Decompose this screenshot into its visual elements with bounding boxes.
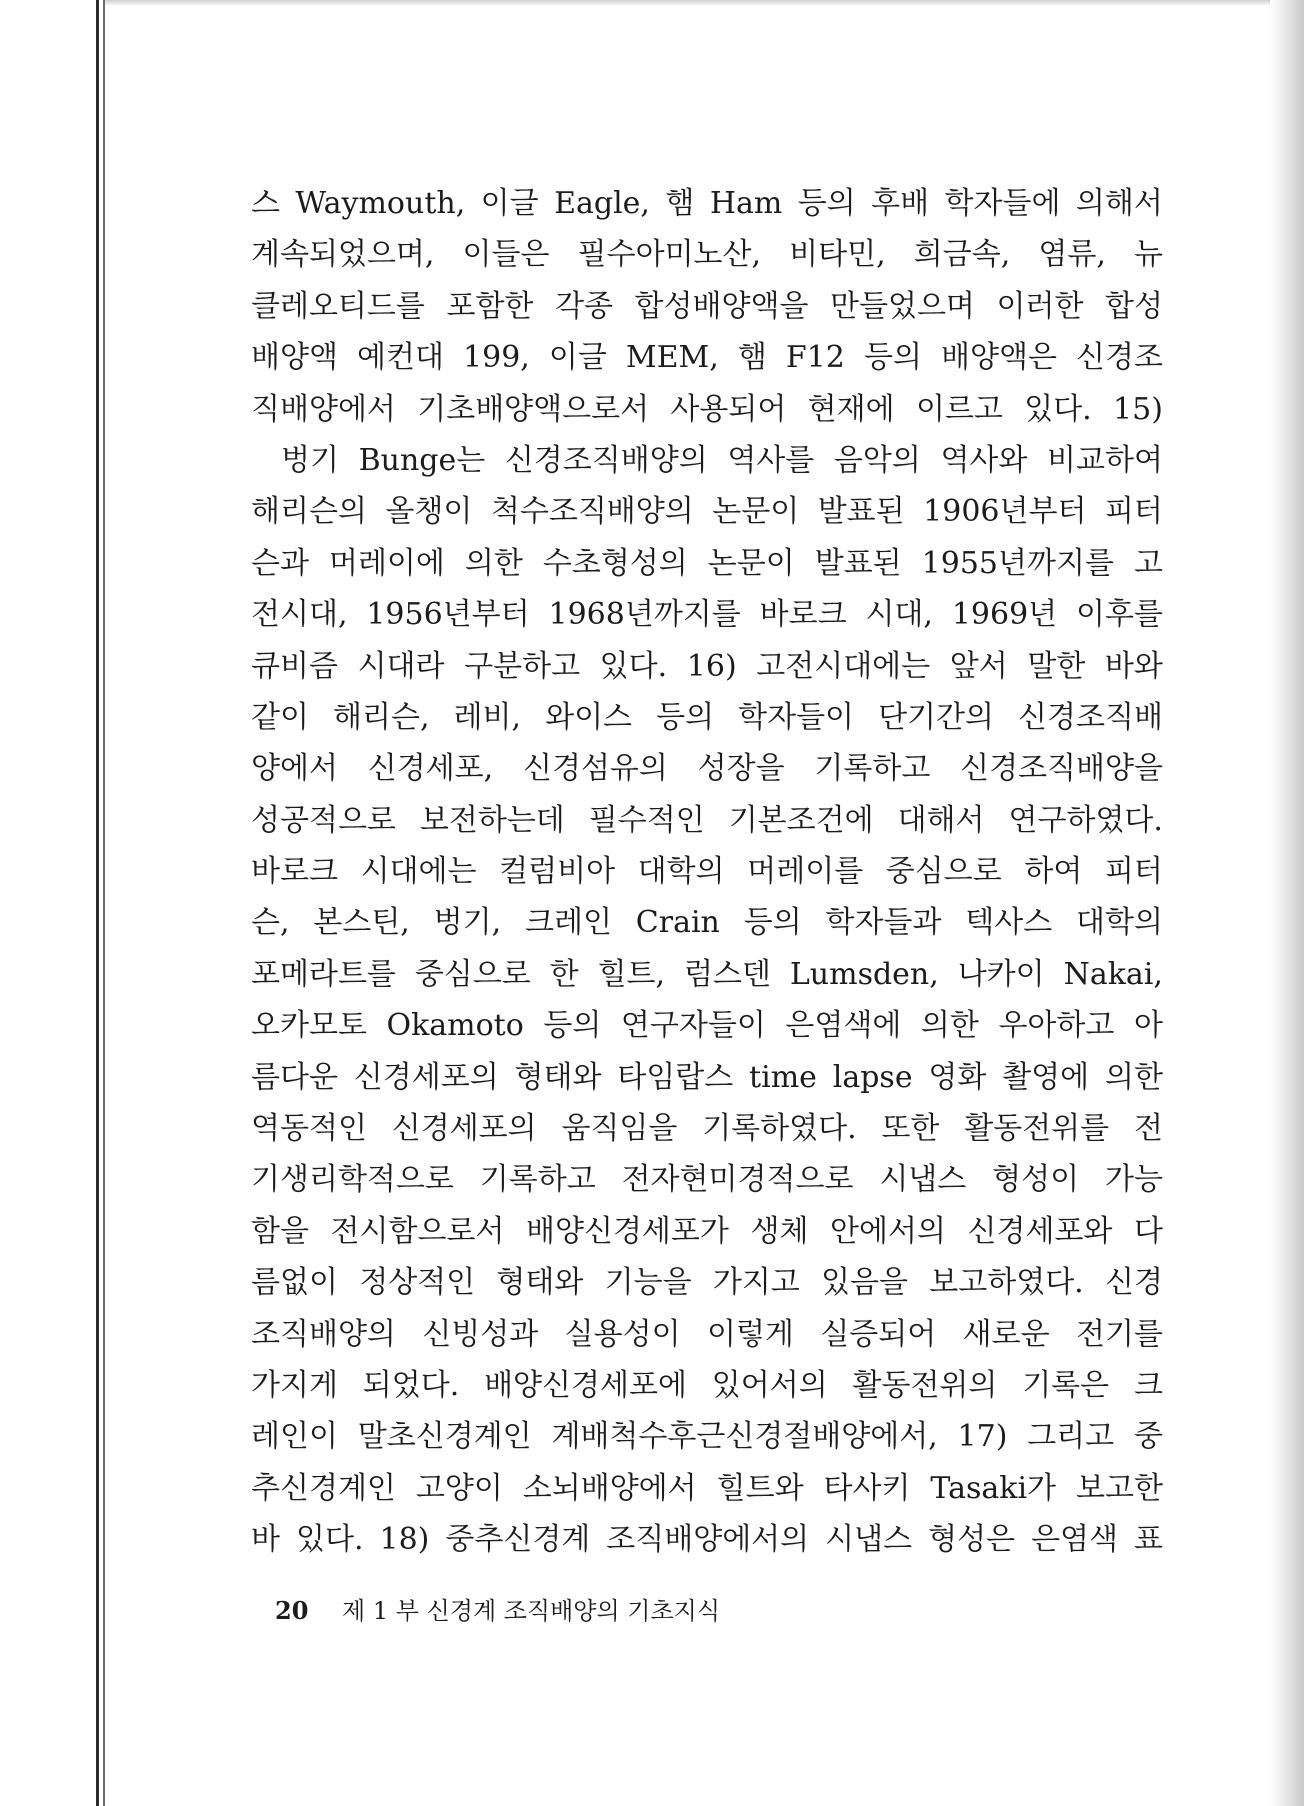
text-word: 15) (1113, 391, 1163, 427)
text-word: 보고하였다. (929, 1265, 1084, 1301)
text-word: 오카모토 (251, 1008, 367, 1044)
text-word: 전시함으로서 (330, 1213, 505, 1249)
text-word: 해리슨, (333, 699, 430, 735)
text-line (251, 1154, 1163, 1205)
text-word: 힐트, (597, 956, 666, 992)
text-word: 등의 (863, 340, 922, 376)
text-word: 전시대, (251, 597, 348, 633)
text-word: 해리슨의 (251, 494, 367, 530)
text-word: F12 (785, 340, 845, 376)
text-word: time (749, 1059, 817, 1095)
text-word: 의한 (920, 1008, 979, 1044)
text-word: 시대에는 (360, 854, 477, 890)
page-top-edge (105, 0, 1270, 6)
text-word: 움직임을 (561, 1111, 678, 1147)
text-word: 계속되었으며, (251, 237, 435, 273)
running-title: 제 1 부 신경계 조직배양의 기초지식 (342, 1597, 721, 1625)
text-word: 머레이에 (328, 545, 445, 581)
text-word: 햄 (665, 186, 695, 221)
text-word: 등의 (543, 1008, 602, 1044)
text-word: 학자들이 (738, 699, 855, 735)
text-word: 신경조 (1075, 340, 1163, 376)
text-line (251, 846, 1163, 897)
text-word: 논문이 (707, 545, 795, 581)
text-word: 배양액은 (941, 340, 1057, 376)
text-word: 머레이를 (747, 854, 864, 890)
text-word: 이르고 (915, 391, 1003, 427)
text-word: 벙기, (433, 905, 502, 941)
text-line (251, 1360, 1163, 1411)
text-word: 발표된 (814, 545, 902, 581)
text-word: 고양이 (415, 1470, 503, 1506)
text-word: 등의 (743, 905, 802, 941)
gutter-inner-line (103, 0, 105, 1806)
text-word: 형태와 (496, 1265, 584, 1301)
text-word: 바로크 (759, 597, 847, 633)
text-word: 희금속, (913, 237, 1011, 273)
text-word: 하여 (1024, 854, 1083, 890)
text-word: 중심으로 (414, 956, 531, 992)
text-line (251, 692, 1163, 743)
text-line (251, 897, 1163, 948)
text-line (251, 178, 1163, 229)
text-word: 18) (379, 1522, 430, 1558)
text-word: 중심으로 (885, 854, 1002, 890)
text-line (251, 384, 1163, 435)
text-word: 앞서 (949, 648, 1008, 684)
text-word: 기초배양액으로서 (417, 391, 650, 427)
text-word: 되었다. (362, 1367, 460, 1403)
text-word: 16) (686, 648, 737, 684)
text-word: 시대라 (357, 648, 445, 684)
text-word: 배양신경세포에 (484, 1367, 687, 1403)
gutter-edge-line (96, 0, 99, 1806)
text-word: 우아하고 (998, 1008, 1115, 1044)
text-word: 척수조직배양의 (490, 494, 694, 530)
text-word: 은염색 (1031, 1522, 1119, 1558)
page-footer (275, 1591, 720, 1626)
text-word: 시냅스 (879, 1162, 967, 1198)
text-word: 소뇌배양에서 (522, 1470, 697, 1506)
text-line (251, 1463, 1163, 1514)
text-line (251, 949, 1163, 1000)
text-word: 컬럼비아 (499, 854, 616, 890)
text-word: 배양신경세포가 (526, 1213, 729, 1249)
text-word: 등의 (797, 186, 856, 221)
text-line (251, 1514, 1163, 1565)
text-word: 중 (1133, 1419, 1163, 1455)
text-line (251, 332, 1163, 383)
text-word: 연구하였다. (1008, 802, 1163, 838)
text-word: 본스틴, (313, 905, 410, 941)
text-word: 영화 (928, 1059, 987, 1095)
text-word: 합성배양액을 (634, 288, 809, 324)
text-word: 레인이 (251, 1419, 338, 1455)
text-word: 시냅스 (825, 1522, 913, 1558)
body-text (251, 178, 1163, 1566)
text-word: 17) (957, 1419, 1008, 1455)
text-word: 염류, (1038, 237, 1106, 273)
text-word: MEM, (625, 340, 719, 376)
text-word: 논문이 (712, 494, 800, 530)
text-word: 같이 (251, 699, 309, 735)
text-word: 역동적인 (251, 1111, 367, 1147)
text-word: 1906년부터 (923, 494, 1087, 530)
text-word: 기록은 (1022, 1367, 1110, 1403)
text-word: Ham (709, 186, 783, 221)
text-word: 성공적으로 (251, 802, 396, 838)
text-word: 1968년까지를 (548, 597, 741, 633)
text-word: 햄 (737, 340, 767, 376)
text-word: 합성 (1105, 288, 1163, 324)
text-word: 신빙성과 (422, 1316, 539, 1352)
text-word: 고 (1133, 545, 1163, 581)
text-word: Tasaki가 (930, 1470, 1057, 1506)
text-word: 보고한 (1075, 1470, 1163, 1506)
text-word: 안에서의 (830, 1213, 946, 1249)
text-word: 대학의 (1076, 905, 1163, 941)
text-word: 큐비즘 (251, 648, 338, 684)
text-word: 신경조직배양의 (504, 442, 708, 478)
text-word: 있다. (599, 648, 668, 684)
text-word: 전 (1133, 1111, 1163, 1147)
text-word: 촬영에 (1002, 1059, 1090, 1095)
text-word: 연구자들이 (620, 1008, 766, 1044)
text-word: 레비, (453, 699, 522, 735)
text-word: 신경세포의 (391, 1111, 537, 1147)
text-line (251, 795, 1163, 846)
text-word: 음악의 (833, 442, 921, 478)
text-word: 기록하고 (479, 1162, 596, 1198)
text-word: 필수아미노산, (577, 237, 762, 273)
text-word: 올챙이 (385, 494, 473, 530)
text-word: 신경세포, (367, 751, 494, 787)
text-word: 형성이 (992, 1162, 1080, 1198)
text-word: 슨, (251, 905, 290, 941)
text-word: 있다. (295, 1522, 364, 1558)
text-line (251, 1052, 1163, 1103)
text-word: 사용되어 (670, 391, 787, 427)
text-word: 신경 (1104, 1265, 1163, 1301)
text-word: 타임랍스 (617, 1059, 734, 1095)
text-line (251, 743, 1163, 794)
text-word: 힐트와 (716, 1470, 804, 1506)
text-word: 고전시대에는 (756, 648, 931, 684)
text-word: Lumsden, (789, 956, 939, 992)
text-word: 현재에 (807, 391, 895, 427)
text-word: 이글 (480, 186, 539, 221)
text-word: 전자현미경적으로 (621, 1162, 854, 1198)
text-word: 함을 (251, 1213, 309, 1249)
book-gutter (0, 0, 100, 1806)
text-word: 있어서의 (711, 1367, 828, 1403)
text-line (251, 1206, 1163, 1257)
text-line (251, 1000, 1163, 1051)
text-word: 름다운 (251, 1059, 338, 1095)
text-word: 실용성이 (564, 1316, 681, 1352)
text-word: 수초형성의 (542, 545, 688, 581)
text-word: 럼스덴 (684, 956, 771, 992)
text-word: 신경세포의 (353, 1059, 499, 1095)
text-line (251, 589, 1163, 640)
text-line (251, 281, 1163, 332)
text-word: 신경섬유의 (522, 751, 668, 787)
text-word: 학자들과 (825, 905, 942, 941)
text-word: 정상적인 (359, 1265, 476, 1301)
text-word: 나카이 (957, 956, 1045, 992)
text-word: 가능 (1105, 1162, 1163, 1198)
text-word: 바 (251, 1522, 280, 1558)
text-word: 이들은 (462, 237, 550, 273)
text-word: 활동전위의 (852, 1367, 998, 1403)
text-word: 크 (1133, 1367, 1163, 1403)
text-word: 가지고 (712, 1265, 800, 1301)
text-word: 대학의 (637, 854, 725, 890)
text-word: 다 (1134, 1213, 1163, 1249)
text-word: 1969년 (951, 597, 1058, 633)
text-word: Waymouth, (295, 186, 466, 221)
text-word: 성장을 (697, 751, 785, 787)
text-word: 텍사스 (965, 905, 1053, 941)
text-word: 크레인 (525, 905, 612, 941)
text-word: 표 (1134, 1522, 1163, 1558)
text-word: 슨과 (251, 545, 309, 581)
text-word: 후배 (871, 186, 930, 221)
text-line (251, 1103, 1163, 1154)
text-word: 타사키 (823, 1470, 911, 1506)
text-word: 만들었으며 (830, 288, 975, 324)
text-word: Okamoto (386, 1008, 524, 1044)
text-word: 의한 (1104, 1059, 1163, 1095)
text-word: 와이스 (545, 699, 633, 735)
text-word: 대해서 (897, 802, 985, 838)
text-word: 말한 (1027, 648, 1086, 684)
text-word: 피터 (1104, 494, 1163, 530)
text-word: 한 (549, 956, 579, 992)
text-word: 형태와 (514, 1059, 602, 1095)
text-word: 가지게 (251, 1367, 338, 1403)
text-word: 신경세포와 (967, 1213, 1113, 1249)
text-word: 단기간의 (878, 699, 994, 735)
text-line (251, 435, 1163, 486)
text-word: 학자들에 (944, 186, 1061, 221)
text-line (251, 229, 1163, 280)
text-word: 비교하여 (1047, 442, 1163, 478)
text-word: 포메라트를 (251, 956, 396, 992)
text-word: 형성은 (928, 1522, 1016, 1558)
text-word: 추신경계인 (251, 1470, 396, 1506)
text-word: 포함한 (446, 288, 534, 324)
text-word: 실증되어 (820, 1316, 937, 1352)
text-line (251, 1257, 1163, 1308)
text-word: 또한 (881, 1111, 940, 1147)
text-word: 이렇게 (706, 1316, 794, 1352)
text-word: 발표된 (817, 494, 905, 530)
text-word: Eagle, (554, 186, 650, 221)
text-line (251, 538, 1163, 589)
text-word: Bunge는 (358, 442, 486, 478)
text-word: 필수적인 (588, 802, 705, 838)
text-word: 각종 (555, 288, 613, 324)
text-line (251, 641, 1163, 692)
text-line (251, 1309, 1163, 1360)
text-word: lapse (832, 1059, 913, 1095)
text-word: 의해서 (1075, 186, 1163, 221)
text-word: 예컨대 (357, 340, 444, 376)
text-word: Nakai, (1063, 956, 1163, 992)
text-word: 기록하였다. (702, 1111, 857, 1147)
text-word: 역사를 (727, 442, 815, 478)
text-word: 말초신경계인 (357, 1419, 532, 1455)
text-word: 기생리학적으로 (251, 1162, 454, 1198)
text-word: 기록하고 (814, 751, 931, 787)
text-word: 전기를 (1076, 1316, 1163, 1352)
text-word: 름없이 (251, 1265, 338, 1301)
text-word: 양에서 (251, 751, 338, 787)
text-word: 이후를 (1076, 597, 1163, 633)
text-word: 활동전위를 (964, 1111, 1110, 1147)
text-word: 1955년까지를 (921, 545, 1114, 581)
text-word: 시대, (865, 597, 933, 633)
text-word: 조직배양의 (251, 1316, 396, 1352)
text-word: 피터 (1104, 854, 1163, 890)
text-word: 1956년부터 (366, 597, 530, 633)
text-word: 중추신경계 (445, 1522, 591, 1558)
text-word: 은염색에 (785, 1008, 902, 1044)
text-word: 계배척수후근신경절배양에서, (551, 1419, 938, 1455)
text-word: 신경조직배 (1018, 699, 1163, 735)
text-word: 바로크 (251, 854, 338, 890)
text-word: 기본조건에 (728, 802, 874, 838)
text-word: 있음을 (821, 1265, 909, 1301)
text-word: 신경조직배양을 (960, 751, 1163, 787)
text-word: 바와 (1104, 648, 1163, 684)
text-word: 이글 (548, 340, 607, 376)
text-word: Crain (635, 905, 720, 941)
text-word: 등의 (656, 699, 715, 735)
text-word: 기능을 (604, 1265, 692, 1301)
text-word: 벙기 (281, 442, 339, 478)
text-line (251, 1411, 1163, 1462)
text-word: 구분하고 (464, 648, 581, 684)
text-word: 의한 (464, 545, 523, 581)
text-word: 생체 (750, 1213, 809, 1249)
text-word: 역사와 (940, 442, 1028, 478)
text-word: 뉴 (1134, 237, 1163, 273)
text-line (251, 486, 1163, 537)
text-word: 그리고 (1027, 1419, 1115, 1455)
text-word: 199, (463, 340, 530, 376)
text-word: 클레오티드를 (251, 288, 425, 324)
page-number: 20 (275, 1596, 309, 1625)
text-word: 이러한 (996, 288, 1084, 324)
text-word: 배양액 (251, 340, 338, 376)
page-right-shadow (1270, 0, 1304, 1806)
text-word: 스 (251, 186, 280, 221)
text-word: 직배양에서 (251, 391, 396, 427)
text-word: 조직배양에서의 (606, 1522, 810, 1558)
text-word: 새로운 (962, 1316, 1050, 1352)
text-word: 아 (1133, 1008, 1163, 1044)
text-word: 비타민, (789, 237, 886, 273)
text-word: 있다. (1024, 391, 1092, 427)
text-word: 보전하는데 (419, 802, 565, 838)
